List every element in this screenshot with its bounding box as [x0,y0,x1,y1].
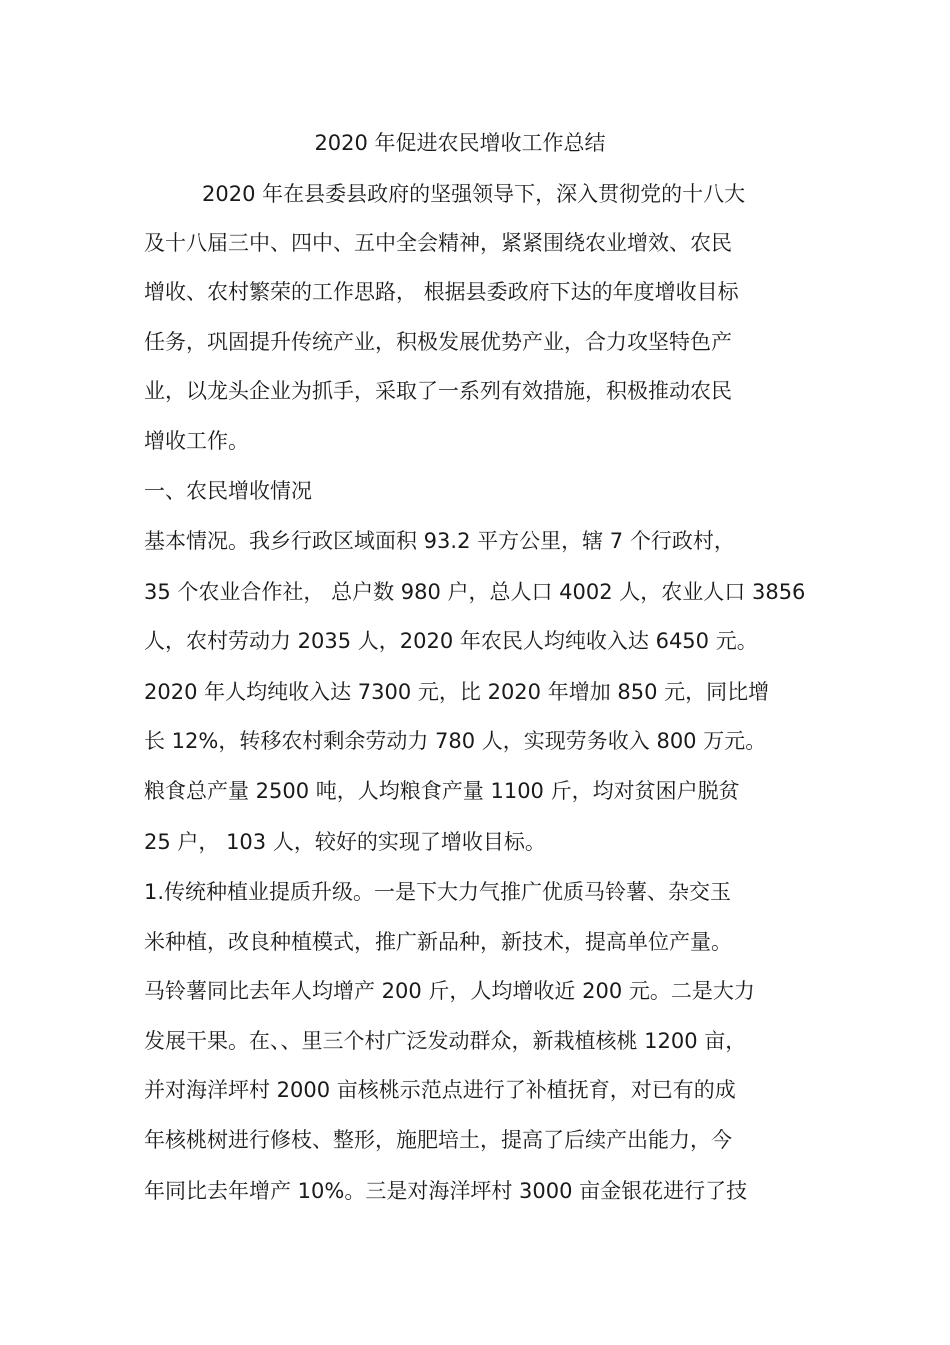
paragraph-line: 业，以龙头企业为抓手，采取了一系列有效措施，积极推动农民 [144,379,732,403]
paragraph-line: 粮食总产量 2500 吨，人均粮食产量 1100 斤，均对贫困户脱贫 [144,779,740,803]
paragraph-line: 2020 年在县委县政府的坚强领导下，深入贯彻党的十八大 [202,182,746,206]
paragraph-line: 任务，巩固提升传统产业，积极发展优势产业，合力攻坚特色产 [144,330,732,354]
paragraph-line: 1.传统种植业提质升级。一是下大力气推广优质马铃薯、杂交玉 [144,880,732,904]
paragraph-line: 增收工作。 [144,429,249,453]
paragraph-line: 25 户， 103 人，较好的实现了增收目标。 [144,830,546,854]
paragraph-line: 米种植，改良种植模式，推广新品种，新技术，提高单位产量。 [144,930,732,954]
paragraph-line: 马铃薯同比去年人均增产 200 斤，人均增收近 200 元。二是大力 [144,979,755,1003]
paragraph-line: 并对海洋坪村 2000 亩核桃示范点进行了补植抚育，对已有的成 [144,1078,736,1102]
paragraph-line: 长 12%，转移农村剩余劳动力 780 人，实现劳务收入 800 万元。 [144,729,767,753]
paragraph-line: 35 个农业合作社， 总户数 980 户，总人口 4002 人，农业人口 3856 [144,580,806,604]
section-heading: 一、农民增收情况 [144,479,312,503]
paragraph-line: 年同比去年增产 10%。三是对海洋坪村 3000 亩金银花进行了技 [144,1179,748,1203]
paragraph-line: 增收、农村繁荣的工作思路， 根据县委政府下达的年度增收目标 [144,280,739,304]
paragraph-line: 年核桃树进行修枝、整形，施肥培土，提高了后续产出能力，今 [144,1128,732,1152]
paragraph-line: 发展干果。在、、里三个村广泛发动群众，新栽植核桃 1200 亩， [144,1029,747,1053]
paragraph-line: 及十八届三中、四中、五中全会精神，紧紧围绕农业增效、农民 [144,231,732,255]
document-title: 2020 年促进农民增收工作总结 [314,131,606,155]
paragraph-line: 人，农村劳动力 2035 人，2020 年农民人均纯收入达 6450 元。 [144,629,758,653]
paragraph-line: 2020 年人均纯收入达 7300 元，比 2020 年增加 850 元，同比增 [144,680,770,704]
paragraph-line: 基本情况。我乡行政区域面积 93.2 平方公里，辖 7 个行政村， [144,529,735,553]
